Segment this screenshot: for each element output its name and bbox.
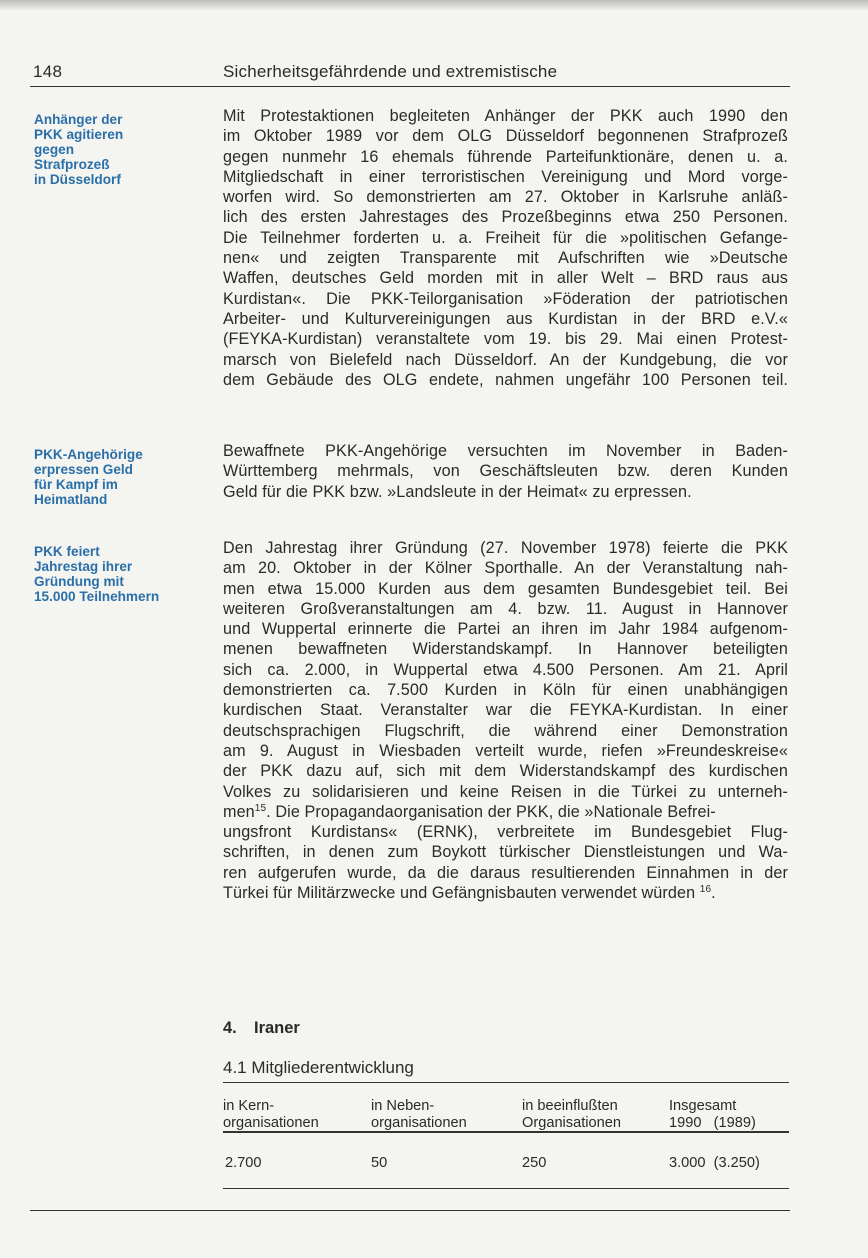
text-line: marsch von Bielefeld nach Düsseldorf. An der Kundgebung, die vor: [223, 350, 788, 369]
header-line: Insgesamt: [669, 1098, 737, 1114]
text-line: kurdischen Staat. Veranstalter war die FEYKA-Kurdistan. In einer: [223, 701, 788, 720]
margin-note-line: für Kampf im: [34, 477, 118, 492]
table-cell-neben: 50: [371, 1155, 388, 1171]
margin-note-line: Heimatland: [34, 492, 108, 507]
margin-note-line: Strafprozeß: [34, 157, 110, 172]
text-line: weiteren Großveranstaltungen am 4. bzw. 11. August in Hannover: [223, 599, 788, 618]
text-line: dem Gebäude des OLG endete, nahmen ungefähr 100 Personen teil.: [223, 370, 788, 389]
table-bottom-rule: [223, 1188, 789, 1189]
margin-note-line: erpressen Geld: [34, 462, 133, 477]
page-bottom-rule: [30, 1210, 790, 1211]
text-line-with-footnote: men$^{15}$. Die Propagandaorganisation der PKK, die »Nationale Befrei-: [223, 802, 716, 821]
header-line: in Kern-: [223, 1098, 275, 1114]
text-line: lich des ersten Jahrestages des Prozeßbeginns etwa 250 Personen.: [223, 208, 788, 227]
text-line: am 20. Oktober in der Kölner Sporthalle. An der Veranstaltung nah-: [223, 559, 788, 578]
text-line: Arbeiter- und Kulturvereinigungen aus Kurdistan in der BRD e.V.«: [223, 309, 788, 328]
page-number: 148: [33, 62, 63, 81]
section-number: 4.: [223, 1019, 237, 1037]
running-title: Sicherheitsgefährdende und extremistische: [223, 62, 558, 81]
text-line: sich ca. 2.000, in Wuppertal etwa 4.500 Personen. Am 21. April: [223, 660, 788, 679]
header-line: organisationen: [371, 1115, 467, 1131]
text-line: menen bewaffneten Widerstandskampf. In Hannover beteiligten: [223, 640, 788, 659]
table-cell-kern: 2.700: [225, 1155, 262, 1171]
text-line: der PKK dazu auf, sich mit dem Widerstandskampf des kurdischen: [223, 762, 788, 781]
table-header-beeinflusst: [522, 1098, 621, 1132]
subsection-heading: 4.1 Mitgliederentwicklung: [223, 1058, 414, 1077]
text-line: Bewaffnete PKK-Angehörige versuchten im November in Baden-: [223, 442, 788, 460]
table-header-rule: [223, 1131, 789, 1133]
table-header-neben: [371, 1098, 467, 1132]
text-line: nen« und zeigten Transparente mit Aufschriften wie »Deutsche: [223, 249, 788, 268]
paragraph-pkk-anniversary: [223, 538, 788, 903]
text-fragment: Die Propagandaorganisation der PKK, die »Nationale Befrei-: [275, 802, 716, 821]
margin-note-line: Gründung mit: [34, 574, 124, 589]
paragraph-pkk-protest: [223, 106, 788, 390]
text-line: men etwa 15.000 Kurden aus dem gesamten Bundesgebiet teil. Bei: [223, 579, 788, 598]
table-cell-beeinflusst: 250: [522, 1155, 547, 1171]
margin-note-line: 15.000 Teilnehmern: [34, 589, 160, 604]
section-heading: [223, 1019, 300, 1038]
margin-note-line: gegen: [34, 142, 75, 157]
text-line: deutschsprachigen Flugschrift, die während einer Demonstration: [223, 721, 788, 740]
table-header-kern: [223, 1098, 319, 1132]
text-line: Württemberg mehrmals, von Geschäftsleuten bzw. deren Kunden: [223, 462, 788, 481]
header-line: 1990 (1989): [669, 1115, 756, 1131]
text-line: am 9. August in Wiesbaden verteilt wurde, riefen »Freundeskreise«: [223, 741, 788, 760]
margin-note-line: in Düsseldorf: [34, 172, 121, 187]
margin-note-jahrestag: [34, 544, 214, 604]
section-title-text: Iraner: [254, 1019, 300, 1037]
text-line: im Oktober 1989 vor dem OLG Düsseldorf begonnenen Strafprozeß: [223, 127, 788, 146]
text-line: und Wuppertal erinnerte die Partei an ihren im Jahr 1984 aufgenom-: [223, 620, 788, 639]
text-line: ungsfront Kurdistans« (ERNK), verbreitete im Bundesgebiet Flug-: [223, 823, 788, 842]
text-line-with-footnote: [223, 883, 788, 903]
margin-note-line: Jahrestag ihrer: [34, 559, 133, 574]
page-top-edge: [0, 0, 868, 10]
text-line: Die Teilnehmer forderten u. a. Freiheit für die »politischen Gefange-: [223, 228, 788, 247]
header-rule: [30, 86, 790, 87]
text-line: Mit Protestaktionen begleiteten Anhänger der PKK auch 1990 den: [223, 107, 788, 125]
table-header-insgesamt: [669, 1098, 756, 1132]
margin-note-strafprozess: [34, 112, 214, 187]
end-punct: .: [711, 884, 716, 903]
header-line: in Neben-: [371, 1098, 435, 1114]
margin-note-line: Anhänger der: [34, 112, 123, 127]
header-line: in beeinflußten: [522, 1098, 618, 1114]
text-line: Den Jahrestag ihrer Gründung (27. November 1978) feierte die PKK: [223, 539, 788, 557]
text-line: worfen wird. So demonstrierten am 27. Oktober in Karlsruhe anläß-: [223, 188, 788, 207]
text-line: Mitgliedschaft in einer terroristischen Vereinigung und Mord vorge-: [223, 167, 788, 186]
table-top-rule: [223, 1082, 789, 1083]
text-line: schriften, in denen zum Boykott türkischer Dienstleistungen und Wa-: [223, 843, 788, 862]
paragraph-pkk-extortion: [223, 441, 788, 502]
table-cell-insgesamt: 3.000 (3.250): [669, 1155, 760, 1171]
footnote-ref: 15: [254, 802, 267, 814]
footnote-ref: 16: [699, 884, 712, 896]
text-line: demonstrierten ca. 7.500 Kurden in Köln für einen unabhängigen: [223, 681, 788, 700]
margin-note-line: PKK feiert: [34, 544, 100, 559]
text-fragment: men: [223, 802, 255, 821]
text-line: Geld für die PKK bzw. »Landsleute in der Heimat« zu erpressen.: [223, 482, 692, 501]
header-line: organisationen: [223, 1115, 319, 1131]
header-line: Organisationen: [522, 1115, 621, 1131]
margin-note-line: PKK agitieren: [34, 127, 124, 142]
text-fragment: Türkei für Militärzwecke und Gefängnisbauten verwendet würden: [223, 884, 696, 903]
text-line: Kurdistan«. Die PKK-Teilorganisation »Föderation der patriotischen: [223, 289, 788, 308]
margin-note-line: PKK-Angehörige: [34, 447, 143, 462]
text-line: ren aufgerufen wurde, da die daraus resultierenden Einnahmen in der: [223, 863, 788, 882]
text-line: Waffen, deutsches Geld morden mit in aller Welt – BRD raus aus: [223, 269, 788, 288]
margin-note-erpressung: [34, 447, 214, 507]
text-line: Volkes zu solidarisieren und keine Reisen in die Türkei zu unterneh-: [223, 782, 788, 801]
text-line: (FEYKA-Kurdistan) veranstaltete vom 19. bis 29. Mai einen Protest-: [223, 330, 788, 349]
text-line: gegen nunmehr 16 ehemals führende Parteifunktionäre, denen u. a.: [223, 147, 788, 166]
